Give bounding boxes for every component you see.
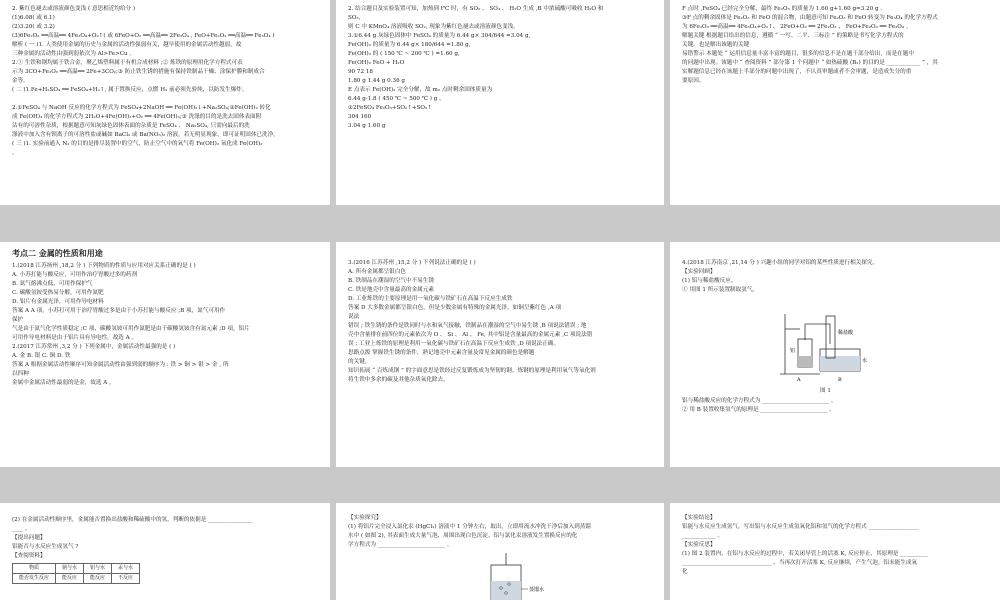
text-line: 铝能与水反应生成氢气。写出铝与水反应生成氢氧化铝和氢气的化学方程式 __________________ (682, 524, 919, 530)
text-line: ____ 。 (12, 526, 31, 532)
page-8 (336, 503, 664, 600)
page-5 (336, 242, 664, 467)
text-line: 铝与稀盐酸反应的化学方程式为 ________________________ 。 (682, 398, 837, 404)
text-line: ③F 点的剩余固体是 Fe₂O₃ 和 FeO 的混合物，由题意可知 Fe₂O₃ 和 FeO 转变为 Fe₃O₄ 的化学方程式 (682, 15, 938, 21)
text-line: C. 碳酸氢铵受热易分解，可用作氮肥 (12, 290, 104, 296)
text-line: 水中 ( 如图 2), 其表面生成大量气泡、周围出现白色沉淀。铝与氯化汞溶液发生置换反应的化 (348, 533, 578, 539)
text-line: Fe(OH)₂ 的质量为 6.44 g× 180/644 =1.80 g, (348, 42, 471, 48)
text-line: A. 小苏打能与酸反应，可用作治疗胃酸过多的药剂 (12, 272, 138, 278)
text-line: 【查阅资料】 (12, 553, 46, 559)
page-8-text (348, 514, 652, 550)
text-line: 3.①6.44 g 灰绿色固体中 FeSO₄ 的质量为 6.44 g× 304/644 =3.04 g, (348, 33, 531, 39)
fig-label-al: 铝 (790, 348, 796, 354)
fig-label-water: 水 (862, 358, 868, 364)
text-line: ②2FeSO₄ Fe₂O₃+SO₂↑+SO₃↑ (348, 105, 432, 111)
apparatus-figure-1 (770, 304, 880, 384)
text-line: 关键。也是解出该题的关键 (682, 42, 750, 48)
text-line: 【实验结论】 (682, 515, 716, 521)
text-line: 2.①FeSO₄ 与 NaOH 反应的化学方程式为 FeSO₄+2NaOH ══ Fe(OH)₂↓+Na₂SO₄;②Fe(OH)₂ 转化 (12, 105, 271, 111)
text-line: B. 氮气熔沸点低，可用作保护气 (12, 281, 93, 287)
text-line: ____________ 。 (682, 533, 723, 539)
apparatus-figure-2 (476, 553, 556, 600)
page-1-text (12, 5, 318, 158)
fig-label-acid: 稀盐酸 (838, 330, 854, 336)
text-line: (1) 铝与稀盐酸反应。 (682, 278, 737, 284)
page-3 (670, 0, 1000, 205)
text-line: 误 ; 工业上炼铁的原理是利用一氧化碳与铁矿石在高温下反应生成铁 ,D 项说法正确。 (348, 341, 560, 347)
text-line: 【提出问题】 (12, 535, 46, 541)
text-line: E 点表示 Fe(OH)₂ 完全分解，故 m₂ 点时剩余固体质量为 (348, 87, 493, 93)
text-line: A. 金 B. 银 C. 铜 D. 铁 (12, 353, 71, 359)
text-line: 2.(2017 江苏常州 ,3,2 分 ) 下列金属中，金属活动性最强的是 ( ) (12, 344, 176, 350)
text-line: SO₃, (348, 15, 361, 21)
text-line: D. 工业炼铁的主要原理是用一氧化碳与铁矿石在高温下反应生成铁 (348, 296, 513, 302)
text-line: ② 用 B 装置收集氢气的原理是 ________________________ 。 (682, 407, 835, 413)
text-line: 易错警示 本题处 “ 运用信息量丰富丰富的题目，很多的信息不是在题干部分给出，而是在题中 (682, 51, 914, 57)
text-line: 为 6Fe₂O₃ ══高温══ 4Fe₃O₄+O₂↑、 2FeO+O₂ ══ 2Fe₂O₃ 、 FeO+Fe₂O₃ ══ Fe₃O₄ 。 (682, 24, 912, 30)
text-line (12, 95, 318, 104)
text-line: 可用作导电材料是由于铝片具有导电性。故选 A 。 (12, 335, 138, 341)
text-line: 304 160 (348, 114, 372, 120)
text-line: 化 (682, 569, 688, 575)
page-6-text-after (682, 397, 837, 415)
text-line: 。 (12, 150, 18, 156)
page-7 (0, 503, 330, 600)
text-line: 1.80 g 1.44 g 0.36 g (348, 78, 405, 84)
text-line: 保护 (12, 317, 24, 323)
table-cell: 不反应 (112, 574, 140, 584)
text-line: Fe(OH)₂ FeO + H₂O (348, 60, 405, 66)
text-line: 铝能否与水反应生成氢气 ? (12, 544, 79, 550)
text-line: 知识拓展 “ 百炼成钢 ” 的字面意思是铁经过反复锻炼成为坚韧的钢。炼钢的原理是利用氧气等氧化剂 (348, 368, 596, 374)
text-line: 6.44 g-1.8 ( 450 ℃ ~ 500 ℃ ) g 。 (348, 96, 445, 102)
figure-caption: 图 1 (820, 388, 831, 394)
text-line: B. 铁制品在潮湿的空气中不易生锈 (348, 278, 434, 284)
text-line: 将生铁中多余的碳及其他杂质氧化除去。 (348, 377, 449, 383)
text-line: 答案 D 大多数金属都呈银白色，但是少数金属有特殊的金属光泽，如铜呈紫红色 ,A 项 (348, 305, 562, 311)
text-line: 2. 结合题目及实验装置可知，加热到 t℃ 时，有 SO₂ 、 SO₃ 、 H₂O 生成 ,B 中浓硫酸可吸收 H₂O 和 (348, 6, 604, 12)
text-line: 错误 ; 铁生锈的条件是铁同时与水和氧气接触，铁制品在潮湿的空气中易生锈 ,B 项说法错误 ; 地 (348, 323, 587, 329)
fig-label-distilled-water: 蒸馏水 (529, 587, 545, 593)
page-9 (670, 503, 1000, 600)
text-line: 解题关键 根据题目给出的信息，遵循 “ 一写、二平、三标注 ” 的策略是书写化学方程式的 (682, 33, 904, 39)
table-cell: 物质 (13, 564, 56, 574)
text-line: ( 三 )1. 实验前通入 N₂ 的目的是排尽装置中的空气，防止空气中的氧气将 Fe(OH)₂ 氧化成 Fe(OH)₃ (12, 141, 263, 147)
text-line: 金等。 (12, 78, 29, 84)
text-line: 涤液中加入含有钡离子的可溶性盐或碱如 BaCl₂ 或 Ba(NO₃)₂ 溶液，若无明显现象，即可证明固体已洗净。 (12, 132, 279, 138)
text-line: 则 C 中 KMnO₄ 溶液吸收 SO₂, 现象为紫红色褪去或溶液颜色变浅。 (348, 24, 519, 30)
text-line: (1)6.08( 或 6.1) (12, 15, 55, 21)
text-line: 金属中金属活动性最弱的是金，故选 A 。 (12, 380, 115, 386)
text-line: 成 Fe(OH)₃ 的化学方程式为 2H₂O+4Fe(OH)₂+O₂ ══ 4Fe(OH)₃;③ 洗涤的目的是洗去固体表面附 (12, 114, 262, 120)
text-line: 答案 A A 项，小苏打可用于治疗胃酸过多是由于小苏打能与酸反应 ;B 项，氮气可用作 (12, 308, 226, 314)
text-line: 3.04 g 1.60 g (348, 123, 386, 129)
page-7-text (12, 516, 318, 561)
data-table (12, 563, 140, 584)
table-cell: 钠与水 (56, 564, 84, 574)
page-2-text (348, 5, 652, 131)
text-line: 1.(2018 江苏扬州 ,18,2 分 ) 下列物质的性质与应用对应关系正确的是 ( ) (12, 263, 196, 269)
table-cell: 能反应 (84, 574, 112, 584)
text-line: C. 铁是地壳中含量最高的金属元素 (348, 287, 434, 293)
text-line: Fe(OH)₂ 的 ( 150 ℃ ~ 200 ℃ ) =1.60 g, (348, 51, 460, 57)
text-line: 示为 3CO+Fe₂O₃ ══高温══ 2Fe+3CO₂;③ 防止铁生锈的措施有保持铁制品干燥、涂保护膜和制成合 (12, 69, 265, 75)
text-line: 气是由于氮气化学性质稳定 ;C 项，碳酸氢铵可用作氮肥是由于碳酸氢铵含有氮元素 ;D 项，铝片 (12, 326, 250, 332)
page-6 (670, 242, 1000, 467)
text-line: 答案 A 根据金属活动性顺序可知金属活动性由强到弱的顺序为 : 铁 > 铜 > 银 > 金 , 所 (12, 362, 229, 368)
text-line: (3)6Fe₂O₃ ══高温══ 4Fe₃O₄+O₂↑( 或 6FeO+O₂ ══高温══ 2Fe₃O₄ , FeO+Fe₂O₃ ══高温══ Fe₃O₄ ) (12, 33, 275, 39)
text-line: 实解题信息已经在该题上半部分的问题中出现了，不认真审题或者不会审题，是造成失分的重 (682, 69, 912, 75)
page-9-text (682, 514, 988, 577)
text-line: 【实验回顾】 (682, 269, 716, 275)
page-5-text (348, 259, 652, 385)
table-cell: 汞与水 (112, 564, 140, 574)
text-line: 思路点拨 掌握铁生锈的条件，熟记地壳中元素含量及常见金属的颜色是解题 (348, 350, 535, 356)
text-line: ① 用图 1 所示装置制取氢气。 (682, 287, 759, 293)
page-4 (0, 242, 330, 467)
text-line: (2) 在金属活动性顺序里，金属能否置换出盐酸和稀硫酸中的氢，判断的依据是 ________________ (12, 517, 253, 523)
text-line: 2. 紫红色褪去或溶液颜色变浅 ( 意思相近均给分 ) (12, 6, 136, 12)
text-line: F 点时 ,FeSO₄ 已经完全分解，最终 Fe₂O₃ 的质量为 1.60 g+1.60 g=3.20 g 。 (682, 6, 886, 12)
fig-label-a: A (797, 377, 801, 383)
text-line: (1) 将铝片完全浸入氯化汞 (HgCl₂) 溶液中 1 分钟左右，取出，立即用流水冲洗干净后加入到蒸馏 (348, 524, 591, 530)
table-cell: 能反应 (56, 574, 84, 584)
page-1 (0, 0, 330, 205)
table-row (13, 574, 140, 584)
page-3-text (682, 5, 988, 86)
section-title: 考点二 金属的性质和用途 (12, 248, 103, 258)
text-line: 【实验反思】 (682, 542, 716, 548)
table-row (13, 564, 140, 574)
text-line: 90 72 18 (348, 69, 373, 75)
text-line: D. 铝片有金属光泽，可用作导电材料 (12, 299, 104, 305)
text-line: 的问题中出现。该题中 “ 查阅资料 ” 部分第 1 个问题中 “ 如热硫酸 (B₂) 的目的是 ____________ ” ，其 (682, 60, 938, 66)
text-line: 学方程式为 ________________________ 。 (348, 542, 453, 548)
page-2 (336, 0, 664, 205)
text-line: (2)3.20( 或 3.2) (12, 24, 55, 30)
text-line: 要原因。 (682, 78, 705, 84)
text-line: 壳中含量排在前四位的元素依次为 O 、 Si 、 Al 、 Fe, 其中铝是含量最高的金属元素 ,C 项说法错 (348, 332, 593, 338)
text-line: ( 二 )1.Fe+H₂SO₄ ══ FeSO₄+H₂↑, 属于置换反应，点燃 H₂ 前必须先验纯，以防发生爆炸。 (12, 87, 248, 93)
text-line: 沾有的可溶性杂质，根据题意可知灰绿色固体表面的杂质是 FeSO₄ 、 Na₂SO₄, 只需向最后的洗 (12, 123, 250, 129)
text-line: A. 所有金属都呈银白色 (348, 269, 406, 275)
text-line: (1) 图 2 装置内，在铝与水反应的过程中，若关闭导管上的活塞 K, 反应停止，其原理是 __________ (682, 551, 929, 557)
fig-label-b: B (838, 377, 842, 383)
table-cell: 能否发生反应 (13, 574, 56, 584)
table-cell: 铝与水 (84, 564, 112, 574)
text-line: 3.(2016 江苏苏州 ,15,2 分 ) 下列说法正确的是 ( ) (348, 260, 476, 266)
text-line: 解析 ( 一 )1. 人类使用金属的历史与金属的活动性强弱有关，越早使用的金属活动性越弱，故 (12, 42, 242, 48)
text-line: 三种金属的活动性由强到弱依次为 Al>Fe>Cu 。 (12, 51, 136, 57)
page-6-text (682, 259, 988, 295)
text-line: 4.(2018 江苏南京 ,21,14 分 ) 兴趣小组的同学对铝的某些性质进行相关探究。 (682, 260, 879, 266)
text-line: 2.① 生铁和钢均属于铁合金，聚乙烯塑料属于有机合成材料 ;② 炼铁的原理用化学方程式可表 (12, 60, 243, 66)
text-line: 说法 (348, 314, 360, 320)
text-line: 【实验探究】 (348, 515, 382, 521)
page-4-text (12, 262, 318, 388)
text-line: ________________________________ 。当再次打开活塞 K, 反应继续，产生气泡。铝未能生成氧 (682, 560, 918, 566)
text-line: 以四种 (12, 371, 29, 377)
text-line: 的关键。 (348, 359, 371, 365)
